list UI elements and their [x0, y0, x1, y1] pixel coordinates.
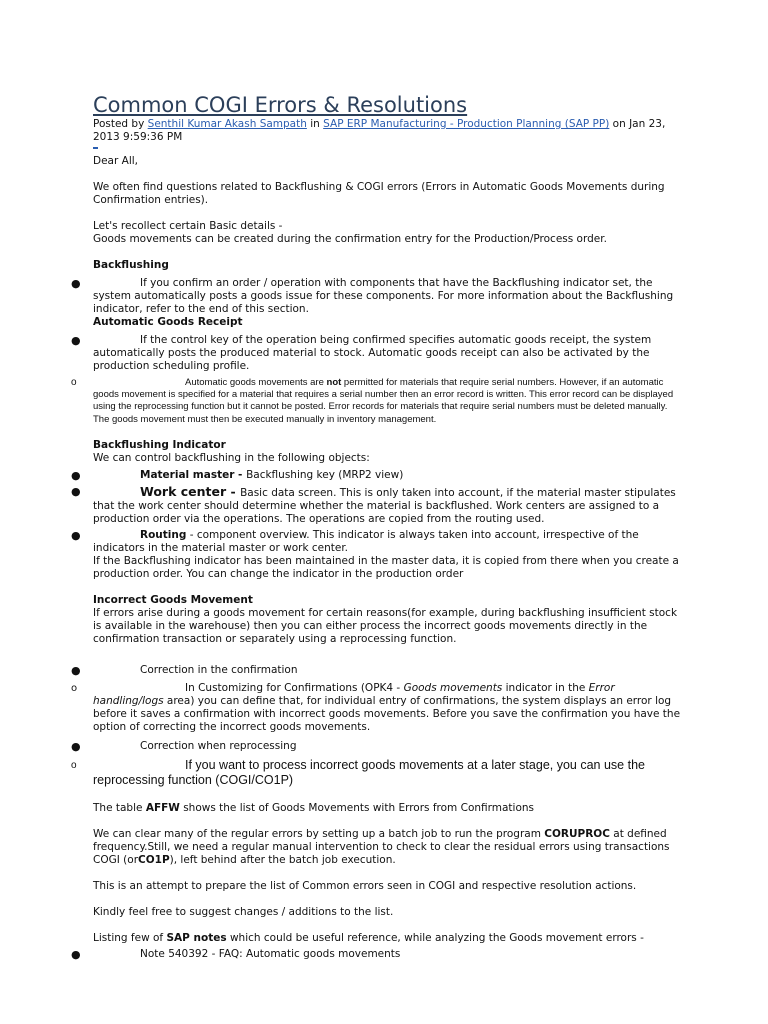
circle-bullet-icon: o [71, 377, 77, 388]
in-label: in [310, 118, 320, 130]
affw-line: The table AFFW shows the list of Goods Movements with Errors from Confirmations [93, 801, 535, 814]
agr-serial-note: o Automatic goods movements are not permitted for materials that require serial numbers. However, if an automatic goods movement is specified for a material that requires a serial number then an error record is written. This error record can be displayed using the reprocessing function but it cannot be posted. Error records for materials that require serial numbers must be deleted manually. The goods movement must then be executed manually in inventory management. [71, 377, 674, 425]
note-item: ● Note 540392 - FAQ: Automatic goods movements [71, 947, 401, 961]
sap-notes-line: Listing few of SAP notes which could be useful reference, while analyzing the Goods movement errors - [93, 931, 644, 944]
author-link[interactable]: Senthil Kumar Akash Sampath [147, 118, 307, 130]
customizing-subitem: o In Customizing for Confirmations (OPK4 - Goods movements indicator in the Error handling/logs area) you can define that, for individual entry of confirmations, the system displays an error log before it saves a confirmation with incorrect goods movements. Before you save the confirmation you have the option of correcting the incorrect goods movements. [71, 681, 681, 733]
post-meta [93, 118, 683, 144]
bf-indicator-heading: Backflushing Indicator [93, 438, 226, 451]
incorrect-text: If errors arise during a goods movement for certain reasons(for example, during backflushing insufficient stock is available in the warehouse) then you can either process the incorrect goods movements directly in the confirmation transaction or separately using a reprocessing function. [93, 606, 678, 645]
goods-movements-line: Goods movements can be created during the confirmation entry for the Production/Process order. [93, 233, 607, 245]
attempt-line: This is an attempt to prepare the list of Common errors seen in COGI and respective resolution actions. [93, 879, 637, 892]
bullet-icon: ● [71, 947, 81, 961]
bf-indicator-after: If the Backflushing indicator has been maintained in the master data, it is copied from there when you create a production order. You can change the indicator in the production order [93, 554, 679, 580]
feel-free-line: Kindly feel free to suggest changes / additions to the list. [93, 905, 394, 918]
batch-job-paragraph: We can clear many of the regular errors by setting up a batch job to run the program CORUPROC at defined frequency.Still, we need a regular manual intervention to check to clear the residual errors using transactions COGI (orCO1P), left behind after the batch job execution. [93, 827, 670, 866]
circle-bullet-icon: o [71, 759, 77, 771]
bullet-icon: ● [71, 739, 81, 753]
page-title: Common COGI Errors & Resolutions [93, 93, 468, 117]
bullet-icon: ● [71, 663, 81, 677]
agr-bullet: ● If the control key of the operation being confirmed specifies automatic goods receipt, the system automatically posts the produced material to stock. Automatic goods receipt can also be activated by the production scheduling profile. [71, 334, 652, 372]
bullet-icon: ● [71, 484, 81, 498]
bf-item-routing: ● Routing - component overview. This indicator is always taken into account, irrespective of the indicators in the material master or work center. [71, 528, 639, 554]
agr-heading: Automatic Goods Receipt [93, 316, 243, 328]
reprocess-subitem: o If you want to process incorrect goods movements at a later stage, you can use the reprocessing function (COGI/CO1P) [71, 757, 645, 788]
post-date: on Jan 23, 2013 9:59:36 PM [93, 118, 666, 143]
bf-item-work-center: ● Work center - Basic data screen. This is only taken into account, if the material master stipulates that the work center should determine whether the material is backflushed. Work centers are assigned to a production order via the operations. The operations are copied from the routing used. [71, 483, 676, 525]
greeting: Dear All, [93, 155, 138, 167]
document-page [71, 92, 683, 961]
bf-indicator-intro: We can control backflushing in the following objects: [93, 451, 370, 464]
bullet-icon: ● [71, 277, 81, 290]
intro-paragraph: We often find questions related to Backflushing & COGI errors (Errors in Automatic Goods Movements during Confirmation entries). [93, 181, 665, 206]
backflushing-bullet: ● If you confirm an order / operation with components that have the Backflushing indicator set, the system automatically posts a goods issue for these components. For more information about the Backflushing indicator, refer to the end of this section. [71, 277, 674, 315]
bullet-icon: ● [71, 468, 81, 482]
recollect-line: Let's recollect certain Basic details - [93, 220, 283, 232]
bullet-icon: ● [71, 334, 81, 347]
circle-bullet-icon: o [71, 682, 78, 694]
bf-item-material-master: ● Material master - Backflushing key (MRP2 view) [71, 468, 404, 482]
bullet-icon: ● [71, 528, 81, 542]
correction-reprocessing-item: ● Correction when reprocessing [71, 739, 297, 753]
correction-confirmation-item: ● Correction in the confirmation [71, 663, 298, 677]
backflushing-heading: Backflushing [93, 259, 169, 271]
posted-by-label: Posted by [93, 118, 145, 130]
category-link[interactable]: SAP ERP Manufacturing - Production Planning (SAP PP) [323, 118, 610, 130]
incorrect-heading: Incorrect Goods Movement [93, 593, 253, 606]
